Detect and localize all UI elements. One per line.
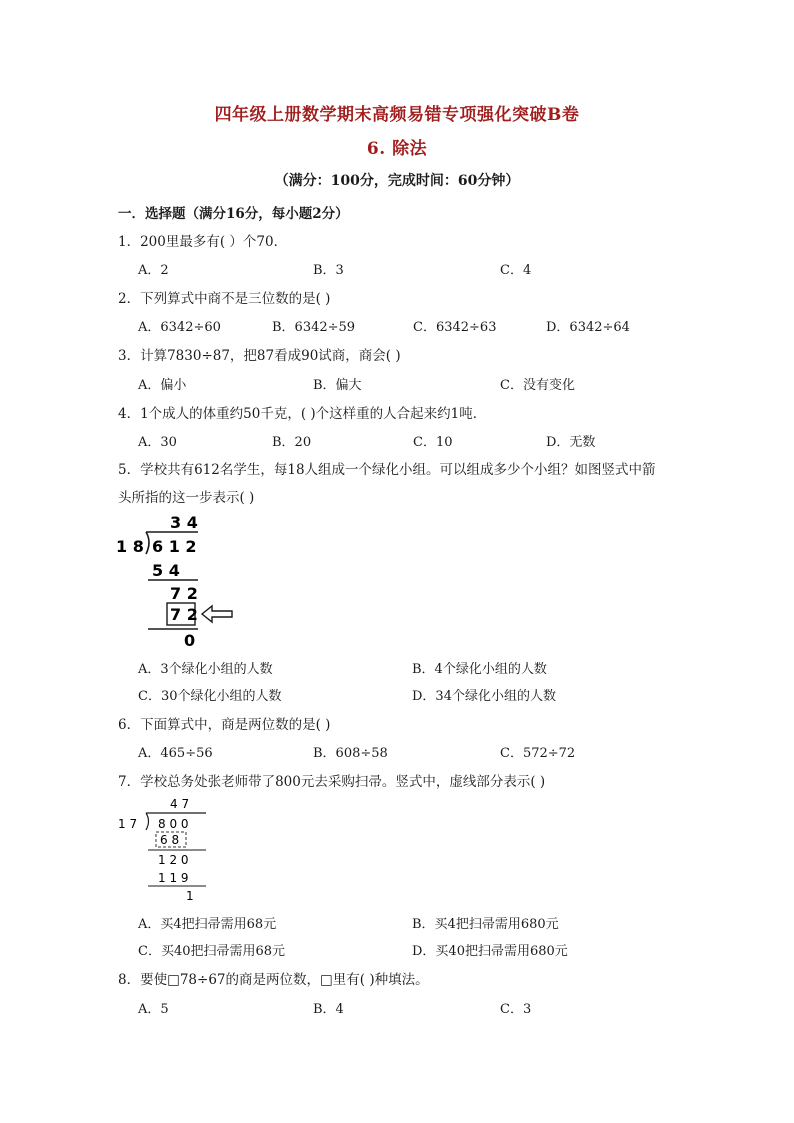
exam-info: （满分：100分，完成时间：60分钟） [274, 173, 520, 189]
division-dividend: 8 0 0 [158, 817, 189, 831]
question-7-option-a: A．买4把扫帚需用68元 [138, 917, 277, 932]
question-6-option-a: A．465÷56 [138, 746, 213, 761]
question-2-stem: 2．下列算式中商不是三位数的是( ) [118, 291, 331, 307]
division-dividend: 6 1 2 [152, 537, 197, 556]
question-4-option-a: A．30 [138, 435, 177, 450]
question-7-option-b: B．买4把扫帚需用680元 [412, 917, 559, 932]
question-8-option-b: B．4 [313, 1002, 344, 1017]
division-divisor: 1 7 [118, 817, 138, 831]
arrow-left-icon [202, 606, 232, 622]
long-division-figure-q5 [112, 508, 252, 650]
question-1-option-b: B．3 [313, 263, 344, 278]
question-8-option-c: C．3 [500, 1002, 532, 1017]
section-heading: 一．选择题（满分16分，每小题2分） [118, 206, 349, 222]
question-3-option-c: C．没有变化 [500, 378, 575, 393]
question-5-stem-continued: 头所指的这一步表示( ) [118, 490, 255, 506]
question-2-option-d: D．6342÷64 [546, 320, 630, 335]
question-1-option-a: A．2 [138, 263, 169, 278]
question-6-option-c: C．572÷72 [500, 746, 576, 761]
division-quotient: 3 4 [170, 513, 198, 532]
question-1-option-c: C．4 [500, 263, 532, 278]
question-8-option-a: A．5 [138, 1002, 169, 1017]
question-1-stem: 1．200里最多有( ）个70． [118, 234, 288, 250]
question-7-option-d: D．买40把扫帚需用680元 [412, 944, 568, 959]
question-7-option-c: C．买40把扫帚需用68元 [138, 944, 286, 959]
question-6-stem: 6．下面算式中，商是两位数的是( ) [118, 717, 331, 733]
question-4-option-b: B．20 [272, 435, 312, 450]
question-7-stem: 7．学校总务处张老师带了800元去采购扫帚。竖式中，虚线部分表示( ) [118, 774, 546, 790]
question-5-option-b: B．4个绿化小组的人数 [412, 662, 547, 677]
document-title: 四年级上册数学期末高频易错专项强化突破B卷 [214, 105, 580, 125]
question-5-option-d: D．34个绿化小组的人数 [412, 689, 556, 704]
question-3-option-a: A．偏小 [138, 378, 187, 393]
question-6-option-b: B．608÷58 [313, 746, 388, 761]
question-3-stem: 3．计算7830÷87，把87看成90试商，商会( ) [118, 348, 401, 364]
question-2-option-b: B．6342÷59 [272, 320, 356, 335]
division-remainder: 1 [186, 889, 194, 903]
division-step-2: 7 2 [170, 584, 198, 603]
long-division-figure-q7 [114, 794, 214, 904]
division-step-2: 1 2 0 [158, 853, 189, 867]
division-quotient: 4 7 [170, 797, 190, 811]
division-step-3: 7 2 [170, 605, 198, 624]
division-step-1: 5 4 [152, 561, 180, 580]
division-remainder: 0 [184, 631, 196, 650]
division-step-3: 1 1 9 [158, 871, 189, 885]
chapter-title: 6. 除法 [366, 139, 428, 159]
question-2-option-a: A．6342÷60 [138, 320, 221, 335]
question-5-option-a: A．3个绿化小组的人数 [138, 662, 273, 677]
question-4-stem: 4．1个成人的体重约50千克，( )个这样重的人合起来约1吨． [118, 406, 487, 422]
question-8-stem: 8．要使□78÷67的商是两位数，□里有( )种填法。 [118, 972, 429, 988]
question-5-option-c: C．30个绿化小组的人数 [138, 689, 282, 704]
division-step-1: 6 8 [160, 833, 180, 847]
question-2-option-c: C．6342÷63 [413, 320, 497, 335]
question-3-option-b: B．偏大 [313, 378, 362, 393]
question-5-stem: 5．学校共有612名学生，每18人组成一个绿化小组。可以组成多少个小组？如图竖式中箭 [118, 462, 656, 478]
question-4-option-c: C．10 [413, 435, 453, 450]
question-4-option-d: D．无数 [546, 435, 596, 450]
division-divisor: 1 8 [116, 537, 144, 556]
